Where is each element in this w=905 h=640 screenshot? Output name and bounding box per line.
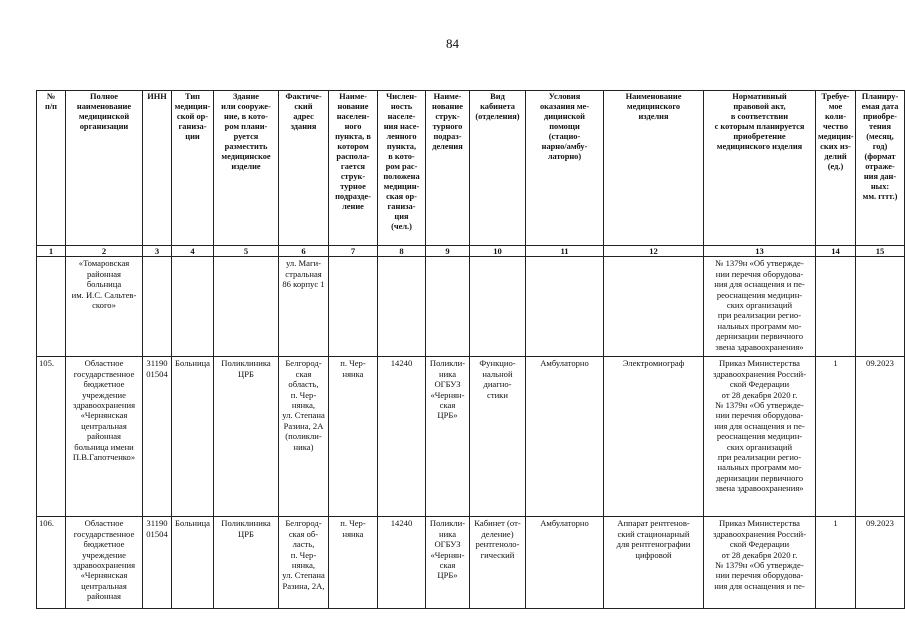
header-cell: Требуе- мое коли- чество медицин- ских из- делий (ед.) [816, 91, 856, 246]
table-cell: ул. Маги- стральная 86 корпус 1 [279, 257, 329, 357]
column-number: 10 [470, 246, 526, 257]
table-cell: 106. [37, 517, 66, 609]
table-cell: 09.2023 [856, 517, 905, 609]
table-cell: Амбулаторно [526, 517, 604, 609]
table-cell [143, 257, 172, 357]
header-cell: Наиме- нование струк- турного подраз- деления [426, 91, 470, 246]
header-cell: Тип медицин- ской ор- ганиза- ции [172, 91, 214, 246]
page-number: 84 [446, 36, 459, 51]
table-cell [37, 257, 66, 357]
table-row [37, 517, 905, 609]
table-cell: Кабинет (от- деление) рентгеноло- гический [470, 517, 526, 609]
table-cell: 14240 [378, 517, 426, 609]
table-cell: Электромиограф [604, 357, 704, 517]
column-number: 6 [279, 246, 329, 257]
table-cell [816, 257, 856, 357]
header-cell: Фактиче- ский адрес здания [279, 91, 329, 246]
table-cell: Функцио- нальной диагно- стики [470, 357, 526, 517]
equipment-table [36, 90, 905, 609]
table-cell: Областное государственное бюджетное учреждение здравоохранения «Чернянская центральная районная больница имени П.В.Гапотченко» [66, 357, 143, 517]
table-cell: «Томаровская районная больница им. И.С. Сальтев- ского» [66, 257, 143, 357]
table-cell [329, 257, 378, 357]
table-cell [470, 257, 526, 357]
table-cell: п. Чер- нянка [329, 357, 378, 517]
table-cell: Поликли- ника ОГБУЗ «Чернян- ская ЦРБ» [426, 357, 470, 517]
column-number-row [37, 246, 905, 257]
header-cell: Числен- ность населе- ния насе- ленного пункта, в кото- ром рас- положена медицин- ская ор- ганиза- ция (чел.) [378, 91, 426, 246]
header-cell: Планиру- емая дата приобре- тения (месяц, год) (формат отраже- ния дан- ных: мм. гггг.) [856, 91, 905, 246]
header-row [37, 91, 905, 246]
header-cell: Полное наименование медицинской организации [66, 91, 143, 246]
table-cell [604, 257, 704, 357]
column-number: 3 [143, 246, 172, 257]
column-number: 7 [329, 246, 378, 257]
table-cell: 1 [816, 357, 856, 517]
column-number: 8 [378, 246, 426, 257]
header-cell: Условия оказания ме- дицинской помощи (стацио- нарно/амбу- латорно) [526, 91, 604, 246]
header-cell: Наиме- нование населен- ного пункта, в котором распола- гается струк- турное подразде- ление [329, 91, 378, 246]
table-cell [214, 257, 279, 357]
column-number: 9 [426, 246, 470, 257]
table-cell: Аппарат рентгенов- ский стационарный для рентгенографии цифровой [604, 517, 704, 609]
table-cell: 31190 01504 [143, 517, 172, 609]
table-cell [526, 257, 604, 357]
table-cell: 1 [816, 517, 856, 609]
column-number: 14 [816, 246, 856, 257]
table-row [37, 357, 905, 517]
column-number: 12 [604, 246, 704, 257]
column-number: 1 [37, 246, 66, 257]
table-cell: 105. [37, 357, 66, 517]
header-cell: Вид кабинета (отделения) [470, 91, 526, 246]
header-cell: № п/п [37, 91, 66, 246]
table-cell: Поликлиника ЦРБ [214, 517, 279, 609]
table-cell: 31190 01504 [143, 357, 172, 517]
table-cell: Белгород- ская об- ласть, п. Чер- нянка, ул. Степана Разина, 2А, [279, 517, 329, 609]
table-cell: Областное государственное бюджетное учреждение здравоохранения «Чернянская центральная районная [66, 517, 143, 609]
table-cell [856, 257, 905, 357]
column-number: 13 [704, 246, 816, 257]
header-cell: Здание или сооруже- ние, в кото- ром плани- руется разместить медицинское изделие [214, 91, 279, 246]
column-number: 4 [172, 246, 214, 257]
table-cell: 14240 [378, 357, 426, 517]
table-cell: Больница [172, 517, 214, 609]
table-cell: Поликли- ника ОГБУЗ «Чернян- ская ЦРБ» [426, 517, 470, 609]
table-cell: № 1379н «Об утвержде- нии перечня оборудова- ния для оснащения и пе- реоснащения медицин- ских организаций при реализации регио- нальных программ мо- дернизации первичного звена здравоохранения» [704, 257, 816, 357]
column-number: 2 [66, 246, 143, 257]
table-cell: Белгород- ская область, п. Чер- нянка, ул. Степана Разина, 2А (поликли- ника) [279, 357, 329, 517]
table-cell: Больница [172, 357, 214, 517]
table-cell [426, 257, 470, 357]
table-cell [172, 257, 214, 357]
column-number: 11 [526, 246, 604, 257]
table-cell: Поликлиника ЦРБ [214, 357, 279, 517]
table-cell: Приказ Министерства здравоохранения Россий- ской Федерации от 28 декабря 2020 г. № 1379н «Об утвержде- нии перечня оборудова- ния для оснащения и пе- [704, 517, 816, 609]
table-cell [378, 257, 426, 357]
table-cell: Приказ Министерства здравоохранения Россий- ской Федерации от 28 декабря 2020 г. № 1379н «Об утвержде- нии перечня оборудова- ния для оснащения и пе- реоснащения медицин- ских организаций при реализации регио- нальных программ мо- дернизации первичного звена здравоохранения» [704, 357, 816, 517]
column-number: 5 [214, 246, 279, 257]
header-cell: ИНН [143, 91, 172, 246]
table-cell: п. Чер- нянка [329, 517, 378, 609]
table-cell: 09.2023 [856, 357, 905, 517]
table-row [37, 257, 905, 357]
column-number: 15 [856, 246, 905, 257]
table-cell: Амбулаторно [526, 357, 604, 517]
header-cell: Наименование медицинского изделия [604, 91, 704, 246]
header-cell: Нормативный правовой акт, в соответствии с которым планируется приобретение медицинского изделия [704, 91, 816, 246]
